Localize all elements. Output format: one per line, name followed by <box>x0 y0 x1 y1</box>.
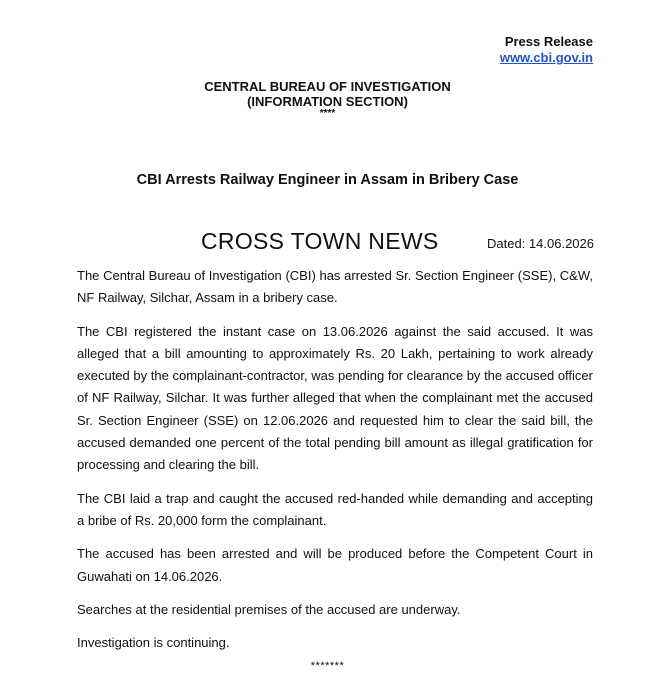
organization-separator: **** <box>319 108 336 119</box>
paragraph-case-details: The CBI registered the instant case on 13.06.2026 against the said accused. It was alleged that a bill amounting to approximately Rs. 20 Lakh, pertaining to work already executed by the complainant-contractor, was pending for clearance by the accused officer of NF Railway, Silchar. It was further alleged that when the complainant met the accused Sr. Section Engineer (SSE) on 12.06.2026 and requested him to clear the said bill, the accused demanded one percent of the total pending bill amount as illegal gratification for processing and clearing the bill. <box>77 323 593 473</box>
paragraph-court: The accused has been arrested and will be produced before the Competent Court in Guwahati on 14.06.2026. <box>77 546 593 584</box>
organization-section: (INFORMATION SECTION) <box>247 94 408 109</box>
press-release-header <box>500 34 593 66</box>
paragraph-trap: The CBI laid a trap and caught the accused red-handed while demanding and accepting a bribe of Rs. 20,000 form the complainant. <box>77 490 593 528</box>
press-release-headline: CBI Arrests Railway Engineer in Assam in Bribery Case <box>136 172 519 188</box>
paragraph-investigation: Investigation is continuing. <box>77 635 230 651</box>
paragraph-arrest: The Central Bureau of Investigation (CBI) has arrested Sr. Section Engineer (SSE), C&W, NF Railway, Silchar, Assam in a bribery case. <box>77 268 593 306</box>
press-release-label: Press Release <box>504 34 593 49</box>
organization-name: CENTRAL BUREAU OF INVESTIGATION <box>204 79 451 94</box>
end-marker: ******* <box>310 660 345 672</box>
paragraph-searches: Searches at the residential premises of the accused are underway. <box>77 601 461 617</box>
masthead-watermark: CROSS TOWN NEWS <box>201 228 439 254</box>
website-link[interactable]: www.cbi.gov.in <box>499 50 593 65</box>
organization-heading <box>0 79 655 119</box>
press-release-body <box>77 265 593 665</box>
release-date: Dated: 14.06.2026 <box>487 236 594 251</box>
